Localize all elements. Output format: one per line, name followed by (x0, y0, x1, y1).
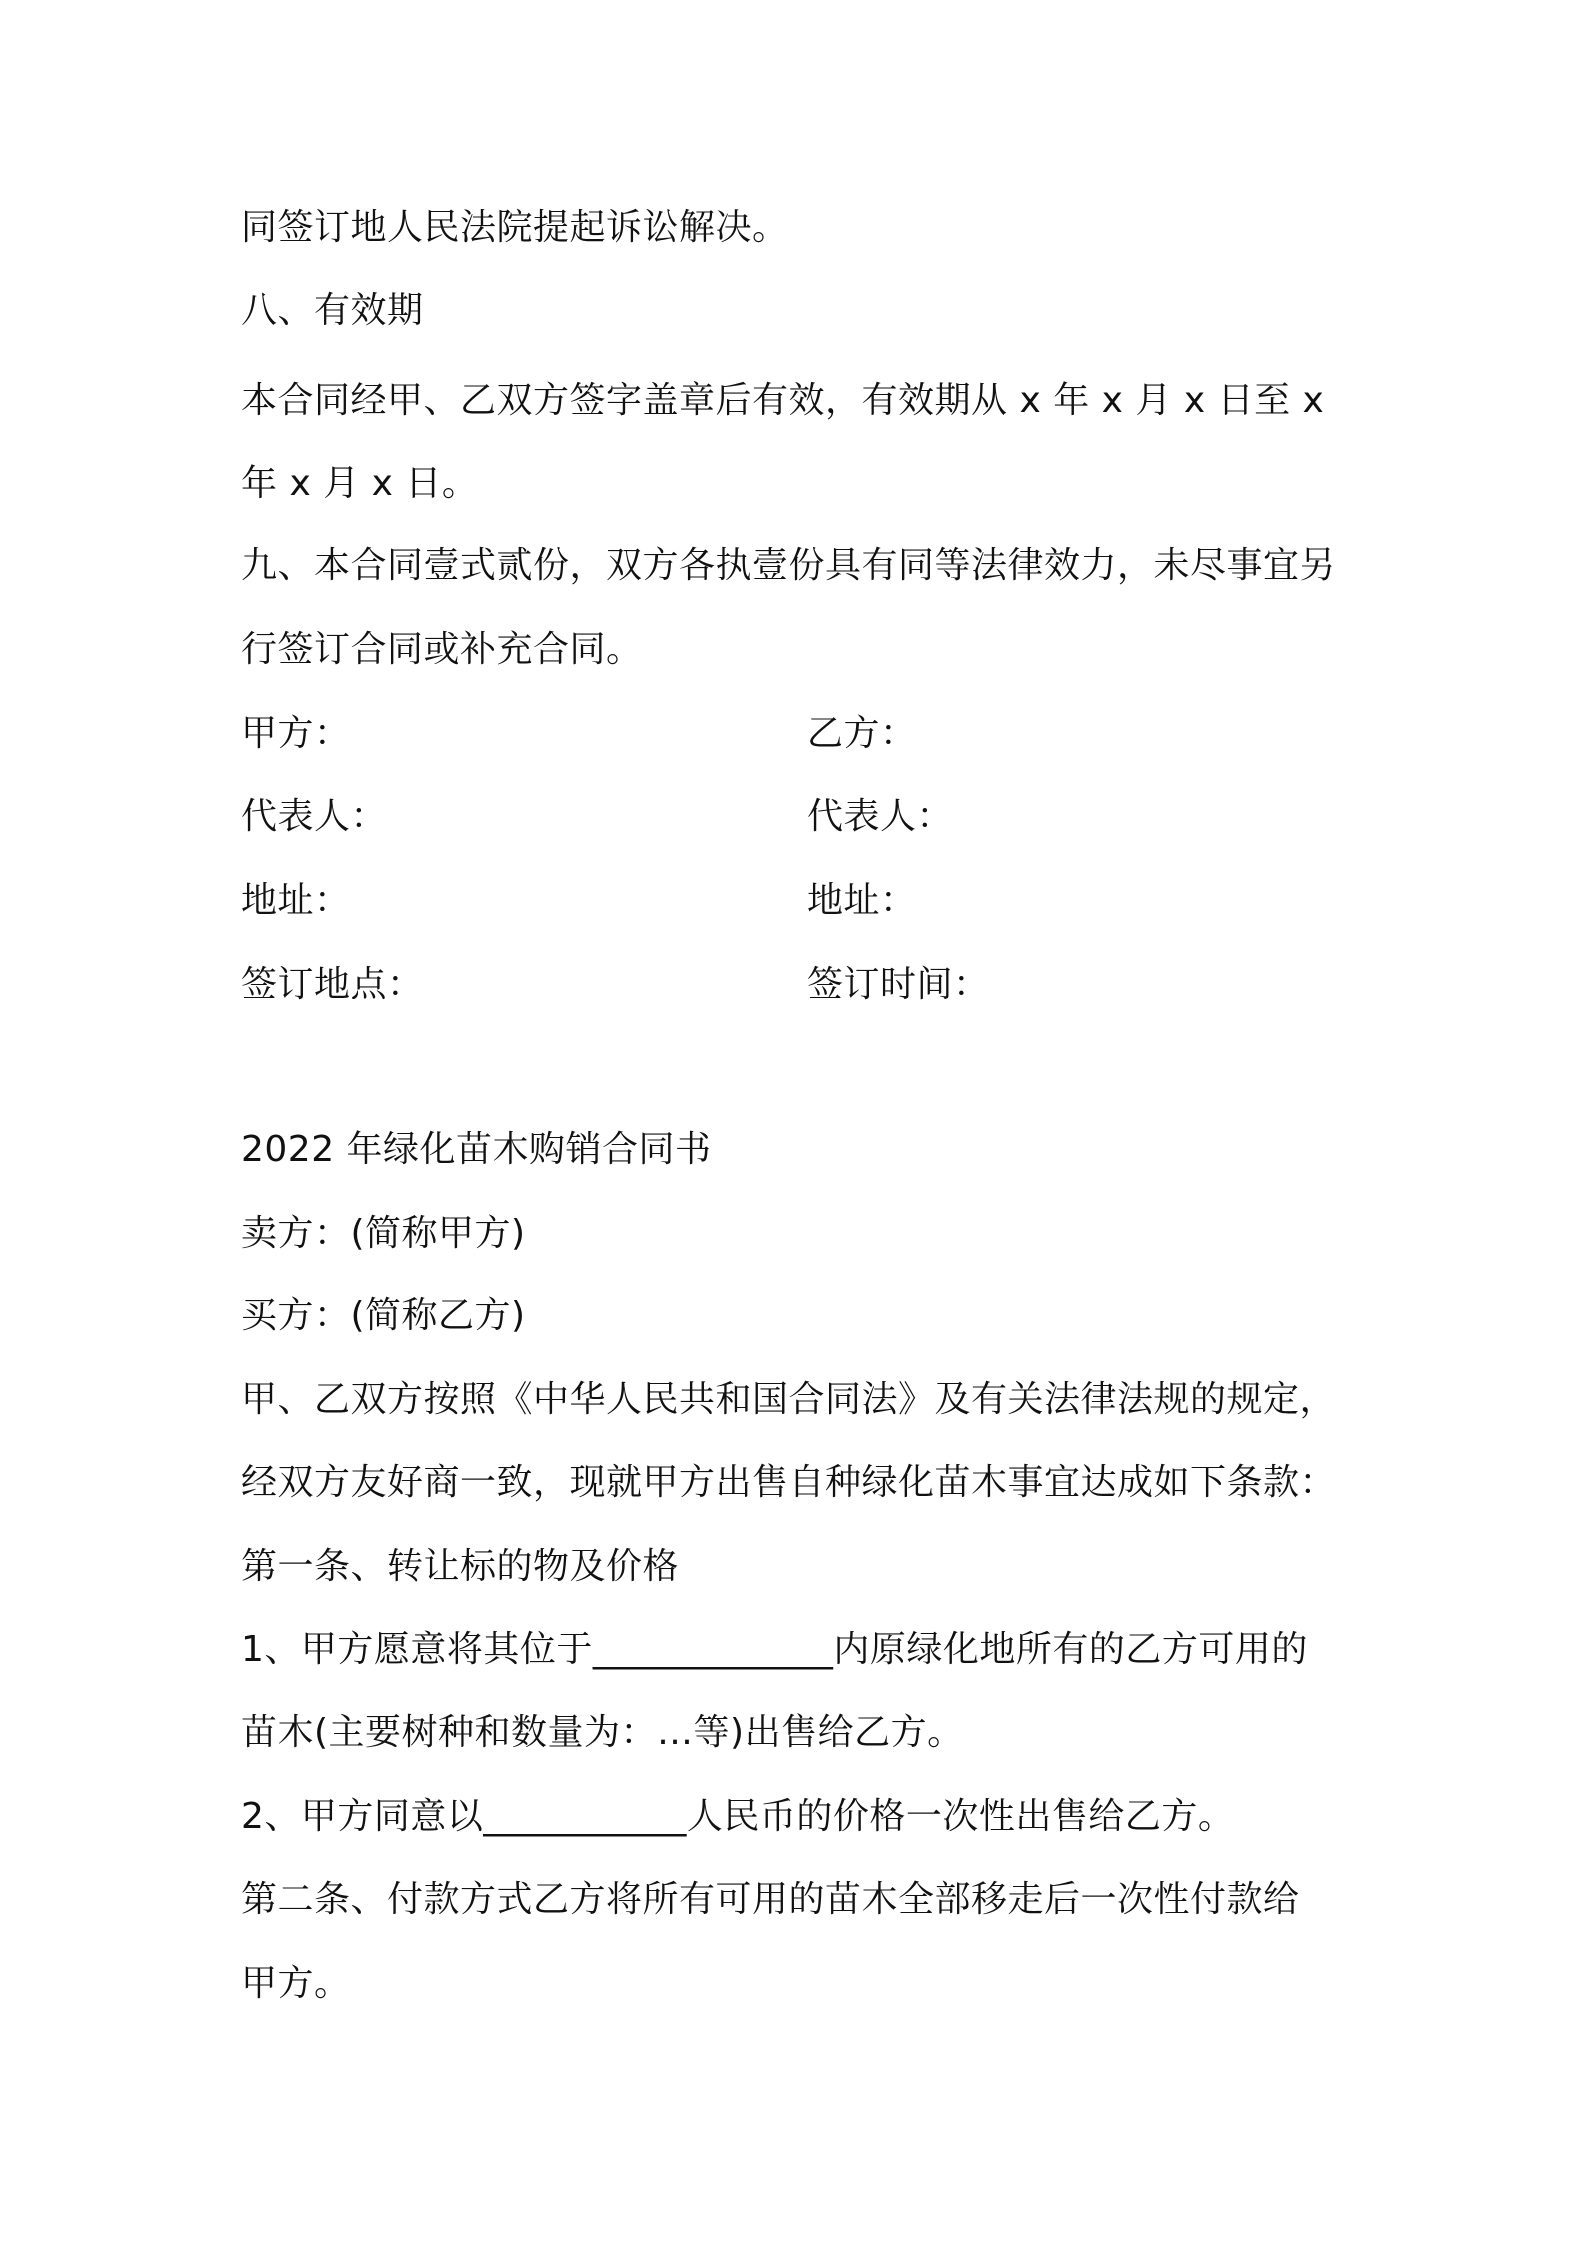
party-a-label: 甲方： (241, 713, 351, 754)
intro-line: 甲、乙双方按照《中华人民共和国合同法》及有关法律法规的规定， (241, 1379, 1337, 1420)
buyer-line: 买方：(简称乙方) (241, 1295, 526, 1336)
text-line: 行签订合同或补充合同。 (241, 629, 643, 670)
contract-title: 2022 年绿化苗木购销合同书 (241, 1129, 712, 1170)
section-heading-validity: 八、有效期 (241, 290, 424, 331)
party-b-label: 乙方： (807, 713, 917, 754)
representative-a-label: 代表人： (241, 796, 388, 837)
item-1-line: 苗木(主要树种和数量为：…等)出售给乙方。 (241, 1712, 964, 1753)
item-1-line: 1、甲方愿意将其位于_____________内原绿化地所有的乙方可用的 (241, 1629, 1308, 1670)
text-line: 同签订地人民法院提起诉讼解决。 (241, 207, 789, 248)
text-line: 年 x 月 x 日。 (241, 463, 479, 504)
seller-line: 卖方：(简称甲方) (241, 1213, 526, 1254)
item-2-line: 2、甲方同意以___________人民币的价格一次性出售给乙方。 (241, 1796, 1235, 1837)
text-line: 九、本合同壹式贰份，双方各执壹份具有同等法律效力，未尽事宜另 (241, 545, 1337, 586)
signing-time-label: 签订时间： (807, 964, 990, 1005)
text-line: 本合同经甲、乙双方签字盖章后有效，有效期从 x 年 x 月 x 日至 x (241, 380, 1325, 421)
address-b-label: 地址： (807, 880, 917, 921)
representative-b-label: 代表人： (807, 796, 954, 837)
signing-place-label: 签订地点： (241, 964, 424, 1005)
article-1-heading: 第一条、转让标的物及价格 (241, 1546, 680, 1587)
intro-line: 经双方友好商一致，现就甲方出售自种绿化苗木事宜达成如下条款： (241, 1462, 1337, 1503)
article-2-line: 第二条、付款方式乙方将所有可用的苗木全部移走后一次性付款给 (241, 1879, 1300, 1920)
address-a-label: 地址： (241, 880, 351, 921)
article-2-line: 甲方。 (241, 1963, 351, 2004)
